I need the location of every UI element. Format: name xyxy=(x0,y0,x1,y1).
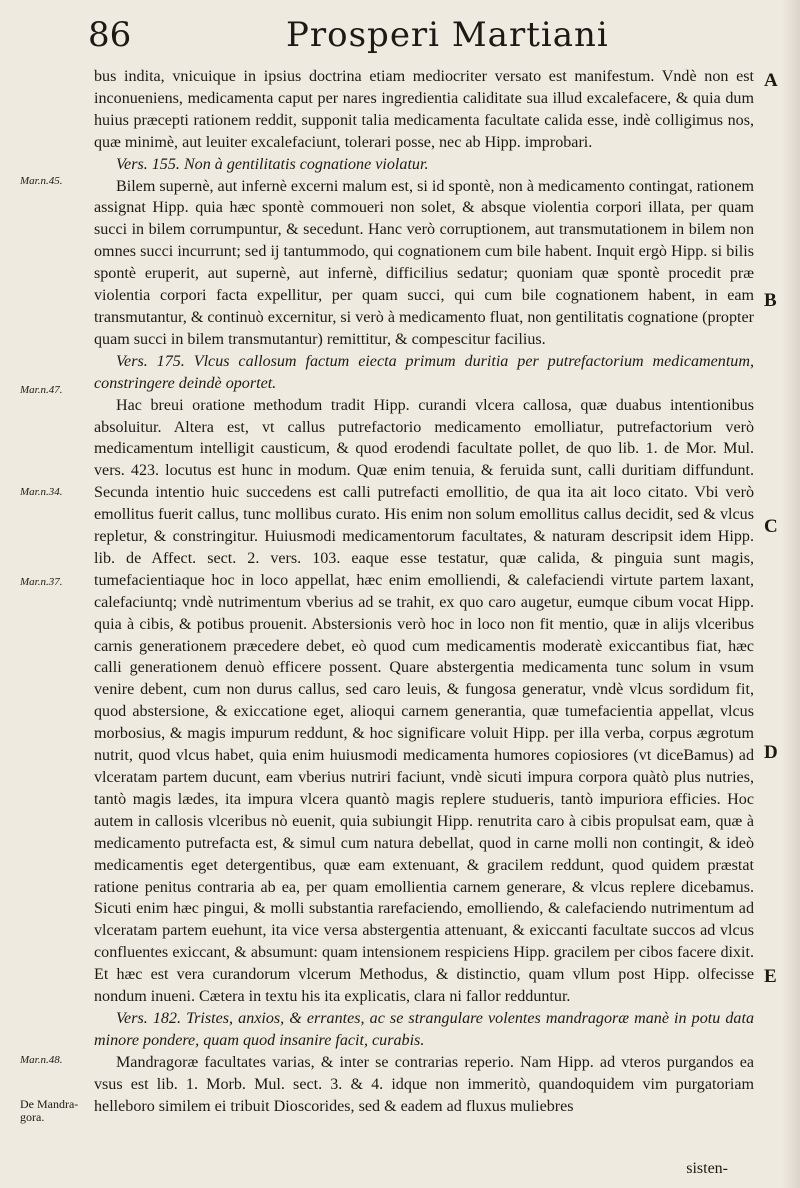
paragraph: Hac breui oratione methodum tradit Hipp. curandi vlcera callosa, quæ duabus intentionibus absoluitur. Altera est, vt callus putrefactorio medicamento emolliatur, putrefactorium verò medicamentum intelligit causticum, & quod erodendi facultate pollet, de quo lib. 1. de Mor. Mul. vers. 423. locutus est hunc in modum. Quæ enim tenuia, & feruida sunt, calli duritiam diffundunt. Secunda intentio huic succedens est calli putrefacti emollitio, de qua ita ait loco citato. Vbi verò emollitus fuerit callus, tunc mollibus curato. His enim non solum emollitus callus decidit, sed & vlcus repletur, & constringitur. Huiusmodi medicamentorum facultates, & naturam descripsit idem Hipp. lib. de Affect. sect. 2. vers. 103. eaque esse testatur, quæ calida, & pinguia sunt magis, tumefacientiaque hoc in loco appellat, hæc enim emolliendi, & calefaciendi virtute partem laxant, calefaciuntq; vndè nutrimentum vberius ad se trahit, ex quo caro augetur, eumque cibum vocat Hipp. quia à cibis, & potibus prouenit. Abstersionis verò hoc in loco non fit mentio, quæ in alijs vlceribus carnis generationem præcedere debet, eò quod cum medicamentis moderatè exiccantibus fiat, hæc calli generationem denuò efficere possent. Quare abstergentia medicamenta tunc solum in vsum venire debent, cum non durus callus, sed caro leuis, & fungosa generatur, vndè vlcus sordidum fit, quod abstersione, & exiccatione eget, alioqui carnem generantia, quæ tumefacientia appellat, vlcus morbosius, & magis impurum reddunt, & hoc significare voluit Hipp. per illa verba, corpus ægrotum nutrit, quod vlcus habet, quia enim huiusmodi medicamenta humores copiosiores (vt diceBamus) ad vlceratam partem ducunt, eam vberius nutriri faciunt, vndè sicuti impura corpora quàtò plus nutries, tantò magis lædes, ita impura vlcera quantò magis replere studueris, tantò impuriora efficies. Hoc autem in callosis vlceribus nò euenit, quia subiungit Hipp. renutrita caro à cibis propulsat eam, quæ à medicamento putrefacta est, & simul cum natura debellat, quod in carne molli non contingit, & ideò medicamentis eget detergentibus, quæ eam extenuant, & gracilem reddunt, quod quidem præstat ratione penitus contraria ab ea, per quam emollientia carnem generare, & vlcus replere dicebamus. Sicuti enim hæc pingui, & molli substantia rarefaciendo, emolliendo, & calefaciendo nutrimentum ad vlceratam partem euehunt, ita vice versa abstergentia attenuant, & exiccanti facultate succos ad vlcus confluentes exiccant, & absumunt: quam intensionem respiciens Hipp. gracilem per cibos facere dixit. Et hæc est vera curandorum vlcerum Methodus, & distinctio, quam vllum post Hipp. olfecisse nondum inueni. Cætera in textu his ita explicatis, clara ni fallor redduntur. xyxy=(94,396,754,1006)
paragraph: bus indita, vnicuique in ipsius doctrina etiam mediocriter versato est manifestum. Vndè non est inconueniens, medicamenta caput per nares ingredientia caliditate sua illud excalefacere, & quia dum huius præcepti rationem reddit, supponit talia medicamenta facultate calida esse, indè colligimus nos, quæ minimè, aut leuiter excalefaciunt, tolerari posse, nec ab Hipp. improbari. xyxy=(94,68,754,151)
paragraph: Bilem supernè, aut infernè excerni malum est, si id spontè, non à medicamento contingat, rationem assignat Hipp. quia hæc spontè commoueri non solet, & absque violentia corpori illata, per quam succi in bilem corrumpuntur, & secedunt. Hanc verò corruptionem, aut transmutationem in bilem non omnes succi incurrunt; sed ij tantummodo, qui cognationem cum bile habent. Inquit ergò Hipp. si bilis spontè eruperit, aut supernè, aut infernè, difficilius sedatur; quoniam quæ spontè procedit præ violentia corpori facta expellitur, per quam succi, qui cum bile cognationem habent, in eam transmutantur, & continuò excernitur, si verò à medicamento fluat, non gentilitatis cognatione (propter quam succi in bilem transmutantur) remittitur, & compescitur facilius. xyxy=(94,177,754,348)
page-edge-shadow xyxy=(782,0,800,1188)
margin-note: Mar.n.48. xyxy=(20,1054,63,1066)
verse-lemma: Vers. 155. Non à gentilitatis cognatione violatur. xyxy=(116,155,429,173)
section-letter: B xyxy=(764,290,777,311)
section-letter: A xyxy=(764,70,778,91)
section-letter: E xyxy=(764,966,777,987)
margin-note: Mar.n.37. xyxy=(20,576,63,588)
margin-note: Mar.n.45. xyxy=(20,175,63,187)
margin-note: De Mandra-gora. xyxy=(20,1097,79,1124)
paragraph: Mandragoræ facultates varias, & inter se contrarias reperio. Nam Hipp. ad vteros purgandos ea vsus est lib. 1. Morb. Mul. sect. 3. & 4. idque non immeritò, quandoquidem vim purgatoriam helleboro similem ei tribuit Dioscorides, sed & eadem ad fluxus muliebres xyxy=(94,1053,754,1115)
margin-note: Mar.n.47. xyxy=(20,384,63,396)
main-text xyxy=(94,66,754,1118)
verse-lemma: Vers. 175. Vlcus callosum factum eiecta primum duritia per putrefactorium medicamentum, constringere deindè oportet. xyxy=(94,352,754,392)
running-title: Prosperi Martiani xyxy=(286,15,609,55)
catchword: sisten- xyxy=(686,1160,728,1177)
page-header xyxy=(88,10,688,60)
section-letter: D xyxy=(764,742,778,763)
verse-lemma: Vers. 182. Tristes, anxios, & errantes, ac se strangulare volentes mandragoræ manè in potu data minore pondere, quam quod insanire facit, curabis. xyxy=(94,1009,754,1049)
margin-note: Mar.n.34. xyxy=(20,486,63,498)
page-number: 86 xyxy=(88,15,132,55)
section-letter: C xyxy=(764,516,778,537)
